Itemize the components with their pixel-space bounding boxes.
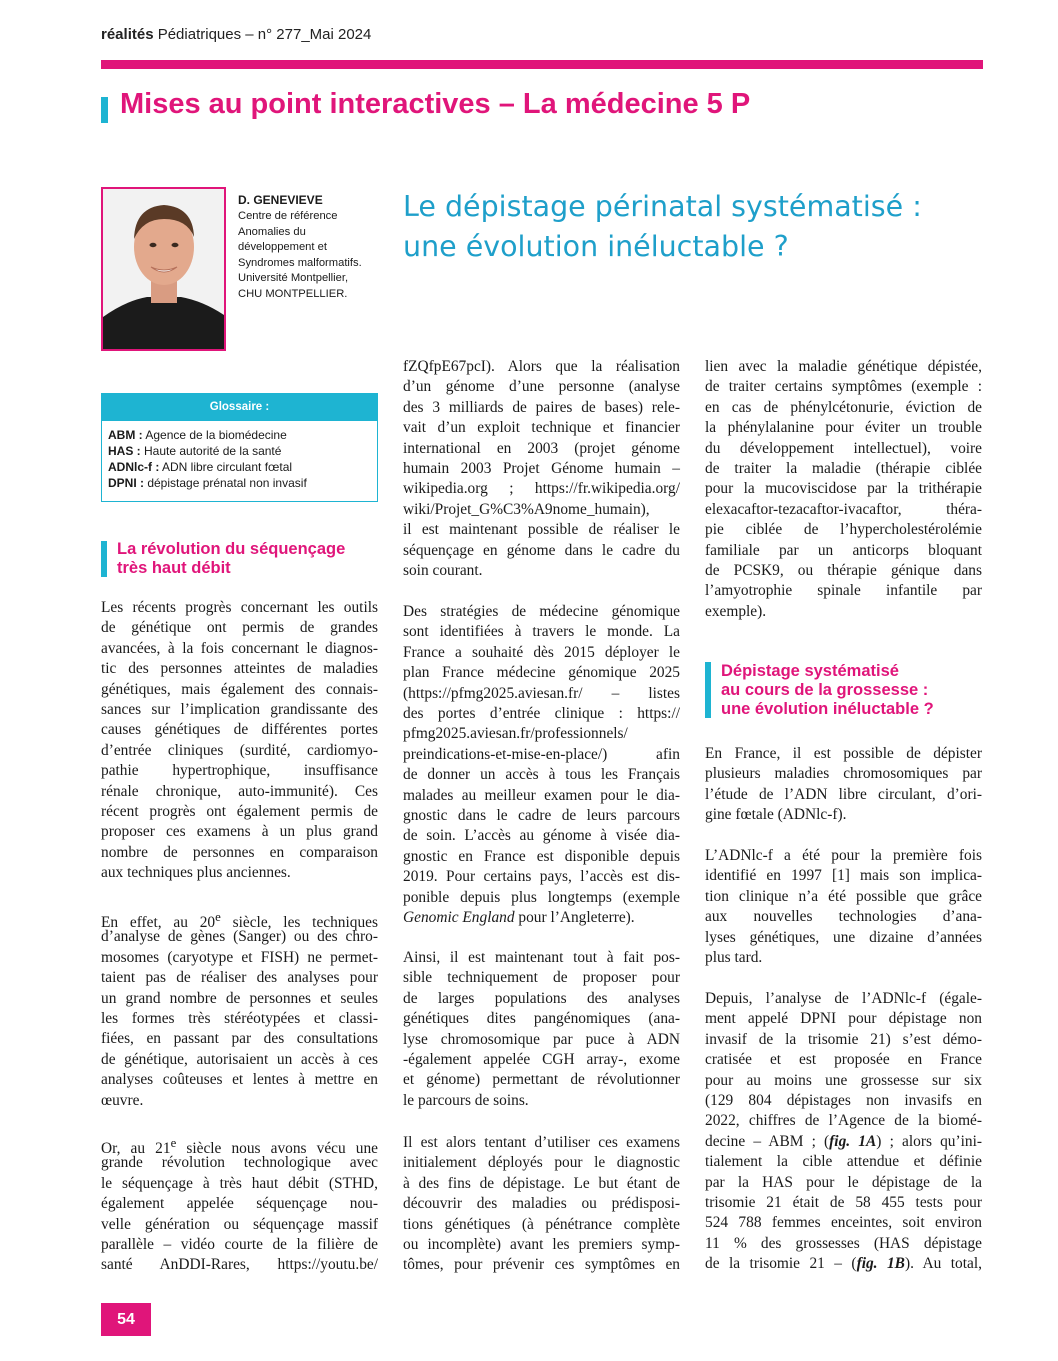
body-line: tion clinique n’a été possible que grâce — [705, 887, 982, 905]
glossary-abbr: ADNlc-f : — [108, 460, 160, 474]
body-line: la phénylalanine pour éviter un trouble — [705, 419, 982, 437]
body-line: tômes, pour prévenir ces symptômes en — [403, 1256, 680, 1274]
body-line: plusieurs maladies chromosomiques par — [705, 765, 982, 783]
author-portrait-image — [103, 189, 224, 349]
glossary-def: ADN libre circulant fœtal — [159, 460, 293, 474]
body-line: pour la mucoviscidose par la trithérapie — [705, 480, 982, 498]
body-line: proposer ces examens à un plus grand — [101, 823, 378, 841]
body-line: aux techniques plus anciennes. — [101, 864, 291, 882]
body-line: grande révolution technologique avec — [101, 1154, 378, 1172]
subhead-marker — [101, 541, 107, 577]
body-line: de PCSK9, ou thérapie génique dans — [705, 562, 982, 579]
body-line: lien avec la maladie génétique dépistée, — [705, 358, 982, 375]
body-line: cratisée et est proposée en France — [705, 1051, 982, 1069]
header-rule — [101, 60, 983, 69]
body-line: familiale par un anticorps bloquant — [705, 541, 982, 559]
body-line: pathie hypertrophique, insuffisance — [101, 762, 378, 780]
article-title-line: une évolution inéluctable ? — [403, 230, 789, 263]
journal-header — [101, 26, 371, 43]
body-line: (129 804 dépistages non invasifs en — [705, 1092, 982, 1109]
body-line: wiki/Projet_G%C3%A9nome_humain), — [403, 500, 650, 518]
body-line: Depuis, l’analyse de l’ADNlc-f (égale- — [705, 990, 982, 1007]
body-line: nombre de personnes en comparaison — [101, 843, 378, 861]
glossary-item — [108, 428, 287, 442]
subhead-screening — [721, 662, 934, 719]
body-line: sible techniquement de proposer pour — [403, 969, 680, 987]
body-line: aux nouvelles technologies d’ana- — [705, 908, 982, 926]
body-line: 2022, chiffres de l’Agence de la biomé- — [705, 1112, 982, 1130]
glossary-item — [108, 476, 307, 490]
body-line: l’amyotrophie spinale infantile par — [705, 582, 982, 600]
body-line — [705, 1132, 982, 1152]
body-line: de génétique ont permis de grandes — [101, 619, 378, 637]
body-line: tialement la cible attendue et définie — [705, 1153, 982, 1171]
body-line: pie ciblée de l’hypercholestérolémie — [705, 521, 982, 539]
body-line: tic des personnes atteintes de maladies — [101, 660, 378, 678]
glossary-box — [101, 393, 378, 502]
subhead-marker — [705, 662, 711, 718]
body-line: le séquençage à très haut débit (STHD, — [101, 1174, 378, 1192]
body-line: de donner un accès à tous les Français — [403, 766, 680, 784]
body-line: gine fœtale (ADNlc-f). — [705, 806, 847, 824]
body-line: 524 788 femmes enceintes, soit environ — [705, 1214, 982, 1232]
body-text: En effet, au 20 — [101, 914, 216, 932]
body-line: à des fins de dépistage. Le but étant de — [403, 1174, 680, 1192]
body-line: humain 2003 Projet Génome humain – — [403, 460, 680, 477]
body-line: mosomes (caryotype et FISH) ne permet- — [101, 948, 378, 966]
body-line: L’ADNlc-f a été pour la première fois — [705, 847, 982, 864]
body-line: découvrir des maladies ou prédisposi- — [403, 1195, 680, 1213]
section-title: Mises au point interactives – La médecine 5 P — [120, 88, 751, 120]
body-line: sances sur l’implication grandissante des — [101, 701, 378, 718]
body-line: initialement déployés pour le diagnostic — [403, 1154, 680, 1172]
body-line: identifié en 1997 [1] mais son implica- — [705, 867, 982, 885]
body-line: Des stratégies de médecine génomique — [403, 603, 680, 620]
body-line: velle génération ou séquençage massif — [101, 1215, 378, 1233]
body-line: plan France médecine génomique 2025 — [403, 664, 680, 682]
body-line: exemple). — [705, 602, 767, 620]
body-line: séquençage en génome dans le cadre du — [403, 541, 680, 559]
glossary-item — [108, 444, 281, 458]
body-line: parallèle – vidéo courte de la filière de — [101, 1236, 378, 1253]
body-line: international en 2003 (projet génome — [403, 439, 680, 457]
body-line: de traiter certains symptômes (exemple : — [705, 378, 982, 396]
body-line: elexacaftor-tezacaftor-ivacaftor, théra- — [705, 500, 982, 518]
body-text: ). Au total, — [904, 1255, 982, 1273]
author-affiliation-line: Syndromes malformatifs. — [238, 256, 362, 269]
section-marker — [101, 97, 108, 123]
body-text: de la trisomie 21 – ( — [705, 1255, 857, 1273]
body-line: d’analyse de gènes (Sanger) ou des chro- — [101, 928, 378, 946]
body-text: Or, au 21 — [101, 1140, 171, 1158]
body-text: decine – ABM ; ( — [705, 1132, 830, 1150]
author-affiliation-line: Centre de référence — [238, 210, 338, 222]
body-line: causes génétiques de différentes portes — [101, 721, 378, 739]
body-line: lyse chromosomique par puce à ADN — [403, 1030, 680, 1048]
author-affiliation-line: Anomalies du — [238, 225, 306, 238]
subhead-line: La révolution du séquençage — [117, 540, 346, 558]
glossary-def: Agence de la biomédecine — [142, 428, 287, 442]
body-line: Ainsi, il est maintenant tout à fait pos- — [403, 949, 680, 966]
body-line: en cas de phénylcétonurie, éviction de — [705, 398, 982, 416]
body-line: de traiter la maladie (thérapie ciblée — [705, 460, 982, 477]
body-line: Il est alors tentant d’utiliser ces examens — [403, 1134, 680, 1151]
article-title — [403, 187, 922, 267]
body-line — [705, 1254, 982, 1274]
body-line: taient pas de réaliser des analyses pour — [101, 969, 378, 987]
journal-issue: Pédiatriques – n° 277_Mai 2024 — [153, 26, 372, 43]
glossary-heading: Glossaire : — [102, 394, 377, 421]
body-line: pfmg2025.aviesan.fr/professionnels/ — [403, 725, 628, 743]
body-line: fiées, en passant par des consultations — [101, 1030, 378, 1048]
body-line: -également appelée CGH array-, exome — [403, 1051, 680, 1068]
body-line: lyses génétiques, une dizaine d’années — [705, 928, 982, 946]
body-line: En France, il est possible de dépister — [705, 745, 982, 762]
figure-ref: fig. 1B — [856, 1255, 905, 1273]
body-line: plus tard. — [705, 949, 763, 966]
body-line: invasif de la trisomie 21) s’est démo- — [705, 1030, 982, 1048]
superscript: e — [215, 910, 221, 924]
body-line: malades au meilleur examen pour le dia- — [403, 786, 680, 804]
body-line: gnostic dans le cadre de leurs parcours — [403, 807, 680, 824]
body-line: œuvre. — [101, 1091, 144, 1109]
body-line: il est maintenant possible de réaliser le — [403, 521, 680, 539]
body-line: également appelée séquençage nou- — [101, 1195, 378, 1213]
subhead-sequencing — [117, 540, 345, 578]
body-line: fZQfpE67pcI). Alors que la réalisation — [403, 358, 680, 375]
subhead-line: une évolution inéluctable ? — [721, 700, 934, 718]
body-line: 2019. Pour certains pays, l’accès est dis- — [403, 868, 680, 886]
body-text-italic: Genomic England — [403, 909, 515, 926]
article-title-line: Le dépistage périnatal systématisé : — [403, 190, 922, 223]
body-line: santé AnDDI-Rares, https://youtu.be/ — [101, 1256, 378, 1274]
body-line: ment appelé DPNI pour dépistage non — [705, 1010, 982, 1028]
body-line: sont identifiées à travers le monde. La — [403, 623, 680, 641]
body-line: avancées, à la fois concernant le diagnos- — [101, 639, 378, 657]
subhead-line: très haut débit — [117, 559, 231, 577]
subhead-line: Dépistage systématisé — [721, 662, 899, 680]
body-line: et génome) permettant de révolutionner — [403, 1071, 680, 1089]
body-line: gnostic en France est disponible depuis — [403, 847, 680, 865]
body-line: trisomie 21 était de 58 455 tests pour — [705, 1194, 982, 1211]
body-line: d’un génome d’une personne (analyse — [403, 378, 680, 396]
body-line: de soin. L’accès au génome à visée dia- — [403, 827, 680, 845]
body-line: les formes très stéréotypées et classi- — [101, 1010, 378, 1027]
body-text: siècle, les techniques — [220, 914, 378, 932]
body-line: le parcours de soins. — [403, 1091, 529, 1109]
glossary-abbr: ABM : — [108, 428, 143, 442]
body-line: France a souhaité dès 2015 déployer le — [403, 643, 680, 661]
body-line: par la HAS pour le dépistage de la — [705, 1173, 982, 1191]
subhead-line: au cours de la grossesse : — [721, 681, 929, 699]
body-line: analyses coûteuses et lentes à mettre en — [101, 1071, 378, 1089]
body-line: du développement intellectuel), voire — [705, 439, 982, 457]
body-text: siècle nous avons vécu une — [176, 1140, 378, 1158]
body-line: récent progrès ont également permis de — [101, 803, 378, 820]
body-line: pour au moins une grossesse sur six — [705, 1071, 982, 1089]
body-line: soin courant. — [403, 562, 483, 579]
body-line: génétiques, mais également des connais- — [101, 680, 378, 698]
glossary-abbr: DPNI : — [108, 476, 144, 490]
body-line: 11 % des grossesses (HAS dépistage — [705, 1234, 982, 1252]
body-line: l’étude de l’ADN libre circulant, d’ori- — [705, 785, 982, 803]
body-line: des portes d’entrée clinique : https:// — [403, 705, 680, 722]
body-line: ponible depuis plus longtemps (exemple — [403, 888, 680, 906]
body-line: d’entrée cliniques (surdité, cardiomyo- — [101, 741, 378, 759]
author-affiliation-line: Université Montpellier, — [238, 272, 349, 285]
glossary-def: Haute autorité de la santé — [140, 444, 282, 458]
body-text: ) ; alors qu’ini- — [876, 1132, 982, 1150]
page-number: 54 — [101, 1303, 151, 1336]
journal-name: réalités — [101, 26, 154, 43]
superscript: e — [170, 1136, 177, 1150]
body-line: des 3 milliards de paires de bases) rele- — [403, 398, 680, 416]
glossary-item — [108, 460, 292, 474]
author-affiliation-line: CHU MONTPELLIER. — [238, 288, 348, 300]
body-line: preindications-et-mise-en-place/) afin — [403, 745, 680, 763]
body-line: génétiques dites pangénomiques (ana- — [403, 1010, 680, 1028]
body-line: tions génétiques (à pénétrance complète — [403, 1215, 680, 1233]
author-photo — [101, 187, 226, 351]
body-line: un grand nombre de personnes et seules — [101, 989, 378, 1007]
body-line: wikipedia.org ; https://fr.wikipedia.org/ — [403, 480, 680, 498]
body-text: pour l’Angleterre). — [514, 909, 635, 926]
author-name: D. GENEVIEVE — [238, 193, 323, 207]
glossary-abbr: HAS : — [108, 444, 141, 458]
figure-ref: fig. 1A — [829, 1132, 877, 1150]
body-line: ou incomplète) avant les premiers symp- — [403, 1236, 680, 1253]
body-line: (https://pfmg2025.aviesan.fr/ – listes — [403, 684, 680, 702]
body-line: de génétique, autorisaient un accès à ces — [101, 1050, 378, 1068]
body-line — [403, 908, 680, 928]
body-line: vait d’un exploit technique et financier — [403, 419, 680, 437]
body-line: de larges populations des analyses — [403, 989, 680, 1007]
body-line: Les récents progrès concernant les outils — [101, 599, 378, 616]
glossary-def: dépistage prénatal non invasif — [144, 476, 307, 490]
body-line: rénale chronique, auto-immunité). Ces — [101, 782, 378, 800]
author-affiliation-line: développement et — [238, 241, 327, 254]
